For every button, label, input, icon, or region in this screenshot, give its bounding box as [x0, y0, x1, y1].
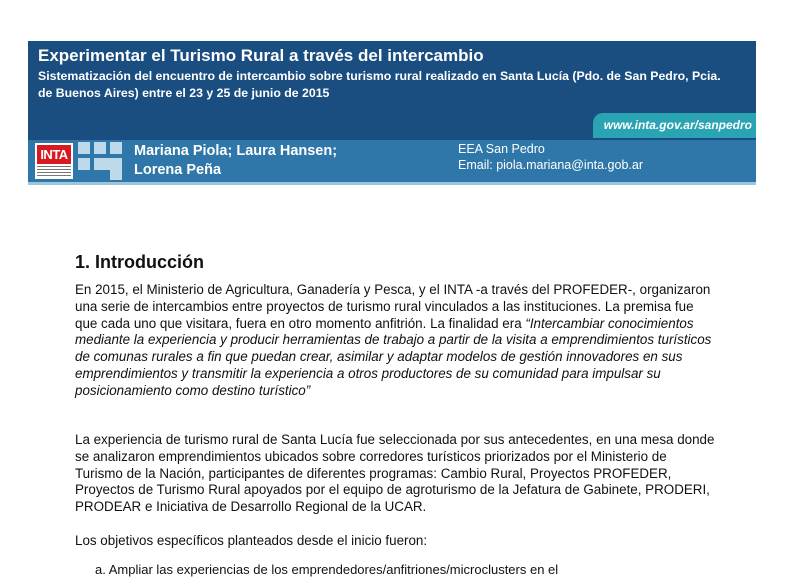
section-heading: 1. Introducción: [75, 252, 205, 272]
document-header: [28, 41, 756, 123]
website-link[interactable]: www.inta.gov.ar/sanpedro: [603, 118, 752, 132]
document-subtitle: Sistematización del encuentro de intercambio sobre turismo rural realizado en Santa Lucía (Pdo. de San Pedro, Pcia. de Buenos Aires) entre el 23 y 25 de junio de 2015: [38, 69, 721, 100]
author-line-1: Mariana Piola; Laura Hansen;: [134, 143, 338, 159]
header-stripe: [28, 182, 756, 185]
contact-info: [458, 141, 643, 173]
inta-logo-text: INTA: [37, 145, 71, 164]
contact-email[interactable]: Email: piola.mariana@inta.gob.ar: [458, 158, 644, 172]
intro-paragraph-2: La experiencia de turismo rural de Santa Lucía fue seleccionada por sus antecedentes, en una mesa donde se analizaron emprendimientos ubicados sobre corredores turísticos priorizados por el Ministerio de Turismo de la Nación, participantes de diferentes programas: Cambio Rural, Proyectos PROFEDER, Proyectos de Turismo Rural apoyados por el equipo de agroturismo de la Jefatura de Gabinete, PRODERI, PRODEAR e Iniciativa de Desarrollo Regional de la UCAR.: [75, 432, 715, 515]
author-bar: [28, 140, 756, 182]
intro-paragraph-1: [75, 282, 715, 400]
website-badge: [593, 113, 756, 138]
affiliation: EEA San Pedro: [458, 142, 545, 156]
website-bar: [28, 113, 756, 140]
document-title: Experimentar el Turismo Rural a través del intercambio: [38, 46, 484, 65]
intro-text: En 2015, el Ministerio de Agricultura, Ganadería y Pesca, y el INTA -a través del PROFEDER-, organizaron una serie de intercambios entre proyectos de turismo rural vinculados a las instituciones. La premisa fue que cada uno que visitara, fuera en otro momento anfitrión. La finalidad era: [75, 282, 711, 331]
intro-paragraph-3: Los objetivos específicos planteados desde el inicio fueron:: [75, 533, 428, 548]
author-line-2: Lorena Peña: [134, 162, 222, 178]
inta-logo-lines: [37, 166, 71, 177]
inta-logo: [35, 143, 73, 179]
objective-item-partial: a. Ampliar las experiencias de los emprendedores/anfitriones/microclusters en el: [95, 562, 559, 577]
intro-quote: “Intercambiar conocimientos mediante la experiencia y producir herramientas de trabajo a partir de la visita a emprendimientos turísticos de comunas rurales a fin que puedan crear, asimilar y adaptar modelos de gestión innovadores en sus emprendimientos y transmitir la experiencia a otros productores de su comunidad para impulsar su posicionamiento como destino turístico”: [75, 315, 712, 398]
author-names: [134, 142, 337, 180]
